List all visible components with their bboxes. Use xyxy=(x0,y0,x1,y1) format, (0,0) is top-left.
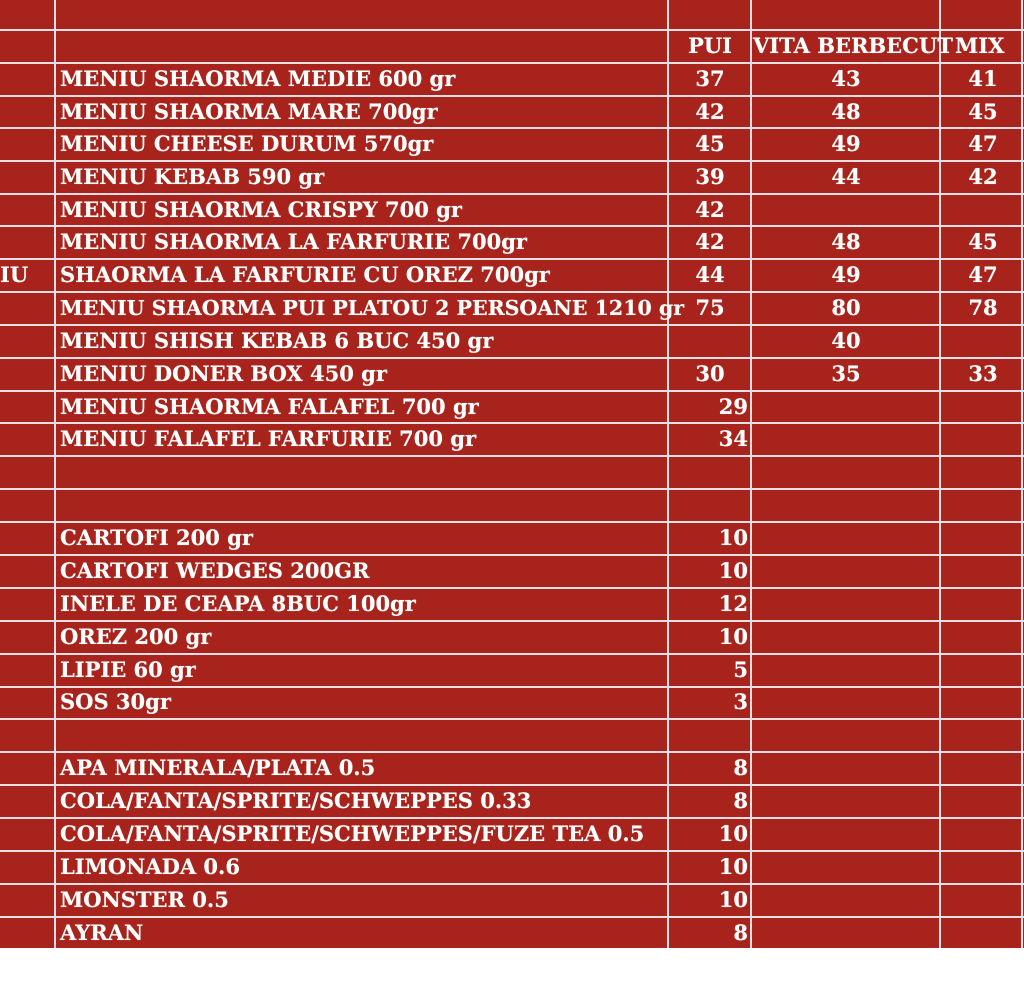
price-vita: 48 xyxy=(831,229,861,254)
price-mix: 47 xyxy=(968,262,998,287)
price-mix: 47 xyxy=(968,131,998,156)
item-name: AYRAN xyxy=(60,920,144,945)
item-name: MENIU SHAORMA MARE 700gr xyxy=(60,99,438,124)
item-price: 8 xyxy=(733,920,748,945)
price-mix: 41 xyxy=(968,66,998,91)
item-name: MENIU CHEESE DURUM 570gr xyxy=(60,131,434,156)
grid-line xyxy=(0,916,1024,918)
price-vita: 43 xyxy=(831,66,861,91)
item-price: 29 xyxy=(718,394,748,419)
item-name: OREZ 200 gr xyxy=(60,624,212,649)
item-name: SHAORMA LA FARFURIE CU OREZ 700gr xyxy=(60,262,550,287)
item-name: MENIU SHAORMA PUI PLATOU 2 PERSOANE 1210 gr xyxy=(60,296,684,320)
item-name: APA MINERALA/PLATA 0.5 xyxy=(60,755,376,780)
price-pui: 75 xyxy=(695,295,725,320)
price-mix: 33 xyxy=(968,361,998,386)
item-name: MENIU FALAFEL FARFURIE 700 gr xyxy=(60,426,477,451)
item-price: 10 xyxy=(718,854,748,879)
item-price: 10 xyxy=(718,525,748,550)
price-pui: 39 xyxy=(695,164,725,189)
grid-line xyxy=(0,718,1024,720)
grid-line xyxy=(667,0,669,948)
item-name: MENIU KEBAB 590 gr xyxy=(60,164,325,189)
grid-line xyxy=(0,455,1024,457)
item-price: 12 xyxy=(718,591,748,616)
price-pui: 42 xyxy=(695,229,725,254)
item-name: MENIU DONER BOX 450 gr xyxy=(60,361,387,386)
price-pui: 30 xyxy=(695,361,725,386)
price-vita: 35 xyxy=(831,361,861,386)
item-name: INELE DE CEAPA 8BUC 100gr xyxy=(60,591,416,616)
grid-line xyxy=(0,488,1024,490)
price-mix: 78 xyxy=(968,295,998,320)
price-vita: 44 xyxy=(831,164,861,189)
price-vita: 40 xyxy=(831,328,861,353)
item-name: MENIU SHAORMA MEDIE 600 gr xyxy=(60,66,456,91)
price-vita: 49 xyxy=(831,131,861,156)
item-name: LIPIE 60 gr xyxy=(60,657,196,682)
price-mix: 45 xyxy=(968,229,998,254)
grid-line xyxy=(54,0,56,948)
item-name: MENIU SHISH KEBAB 6 BUC 450 gr xyxy=(60,328,494,353)
item-name: MONSTER 0.5 xyxy=(60,887,229,912)
header-pui: PUI xyxy=(688,33,732,58)
price-pui: 37 xyxy=(695,66,725,91)
item-price: 10 xyxy=(718,558,748,583)
left-fragment: IU xyxy=(0,262,29,287)
item-name: CARTOFI 200 gr xyxy=(60,525,253,550)
item-price: 34 xyxy=(718,426,748,451)
item-price: 10 xyxy=(718,821,748,846)
price-mix: 42 xyxy=(968,164,998,189)
header-mix: MIX xyxy=(955,33,1005,58)
price-mix: 45 xyxy=(968,99,998,124)
item-price: 10 xyxy=(718,624,748,649)
item-name: CARTOFI WEDGES 200GR xyxy=(60,558,370,583)
item-name: MENIU SHAORMA CRISPY 700 gr xyxy=(60,197,462,222)
price-pui: 45 xyxy=(695,131,725,156)
price-pui: 44 xyxy=(695,262,725,287)
item-name: LIMONADA 0.6 xyxy=(60,854,240,879)
item-price: 5 xyxy=(733,657,748,682)
price-pui: 42 xyxy=(695,197,725,222)
header-vita-berbecut: VITA BERBECUT xyxy=(753,33,953,58)
item-name: COLA/FANTA/SPRITE/SCHWEPPES/FUZE TEA 0.5 xyxy=(60,821,645,846)
item-price: 3 xyxy=(733,689,748,714)
price-vita: 48 xyxy=(831,99,861,124)
item-name: MENIU SHAORMA LA FARFURIE 700gr xyxy=(60,229,527,254)
price-vita: 80 xyxy=(831,295,861,320)
item-name: SOS 30gr xyxy=(60,689,171,714)
item-name: MENIU SHAORMA FALAFEL 700 gr xyxy=(60,394,479,419)
item-price: 10 xyxy=(718,887,748,912)
item-price: 8 xyxy=(733,788,748,813)
price-vita: 49 xyxy=(831,262,861,287)
item-name: COLA/FANTA/SPRITE/SCHWEPPES 0.33 xyxy=(60,788,532,813)
price-pui: 42 xyxy=(695,99,725,124)
item-price: 8 xyxy=(733,755,748,780)
